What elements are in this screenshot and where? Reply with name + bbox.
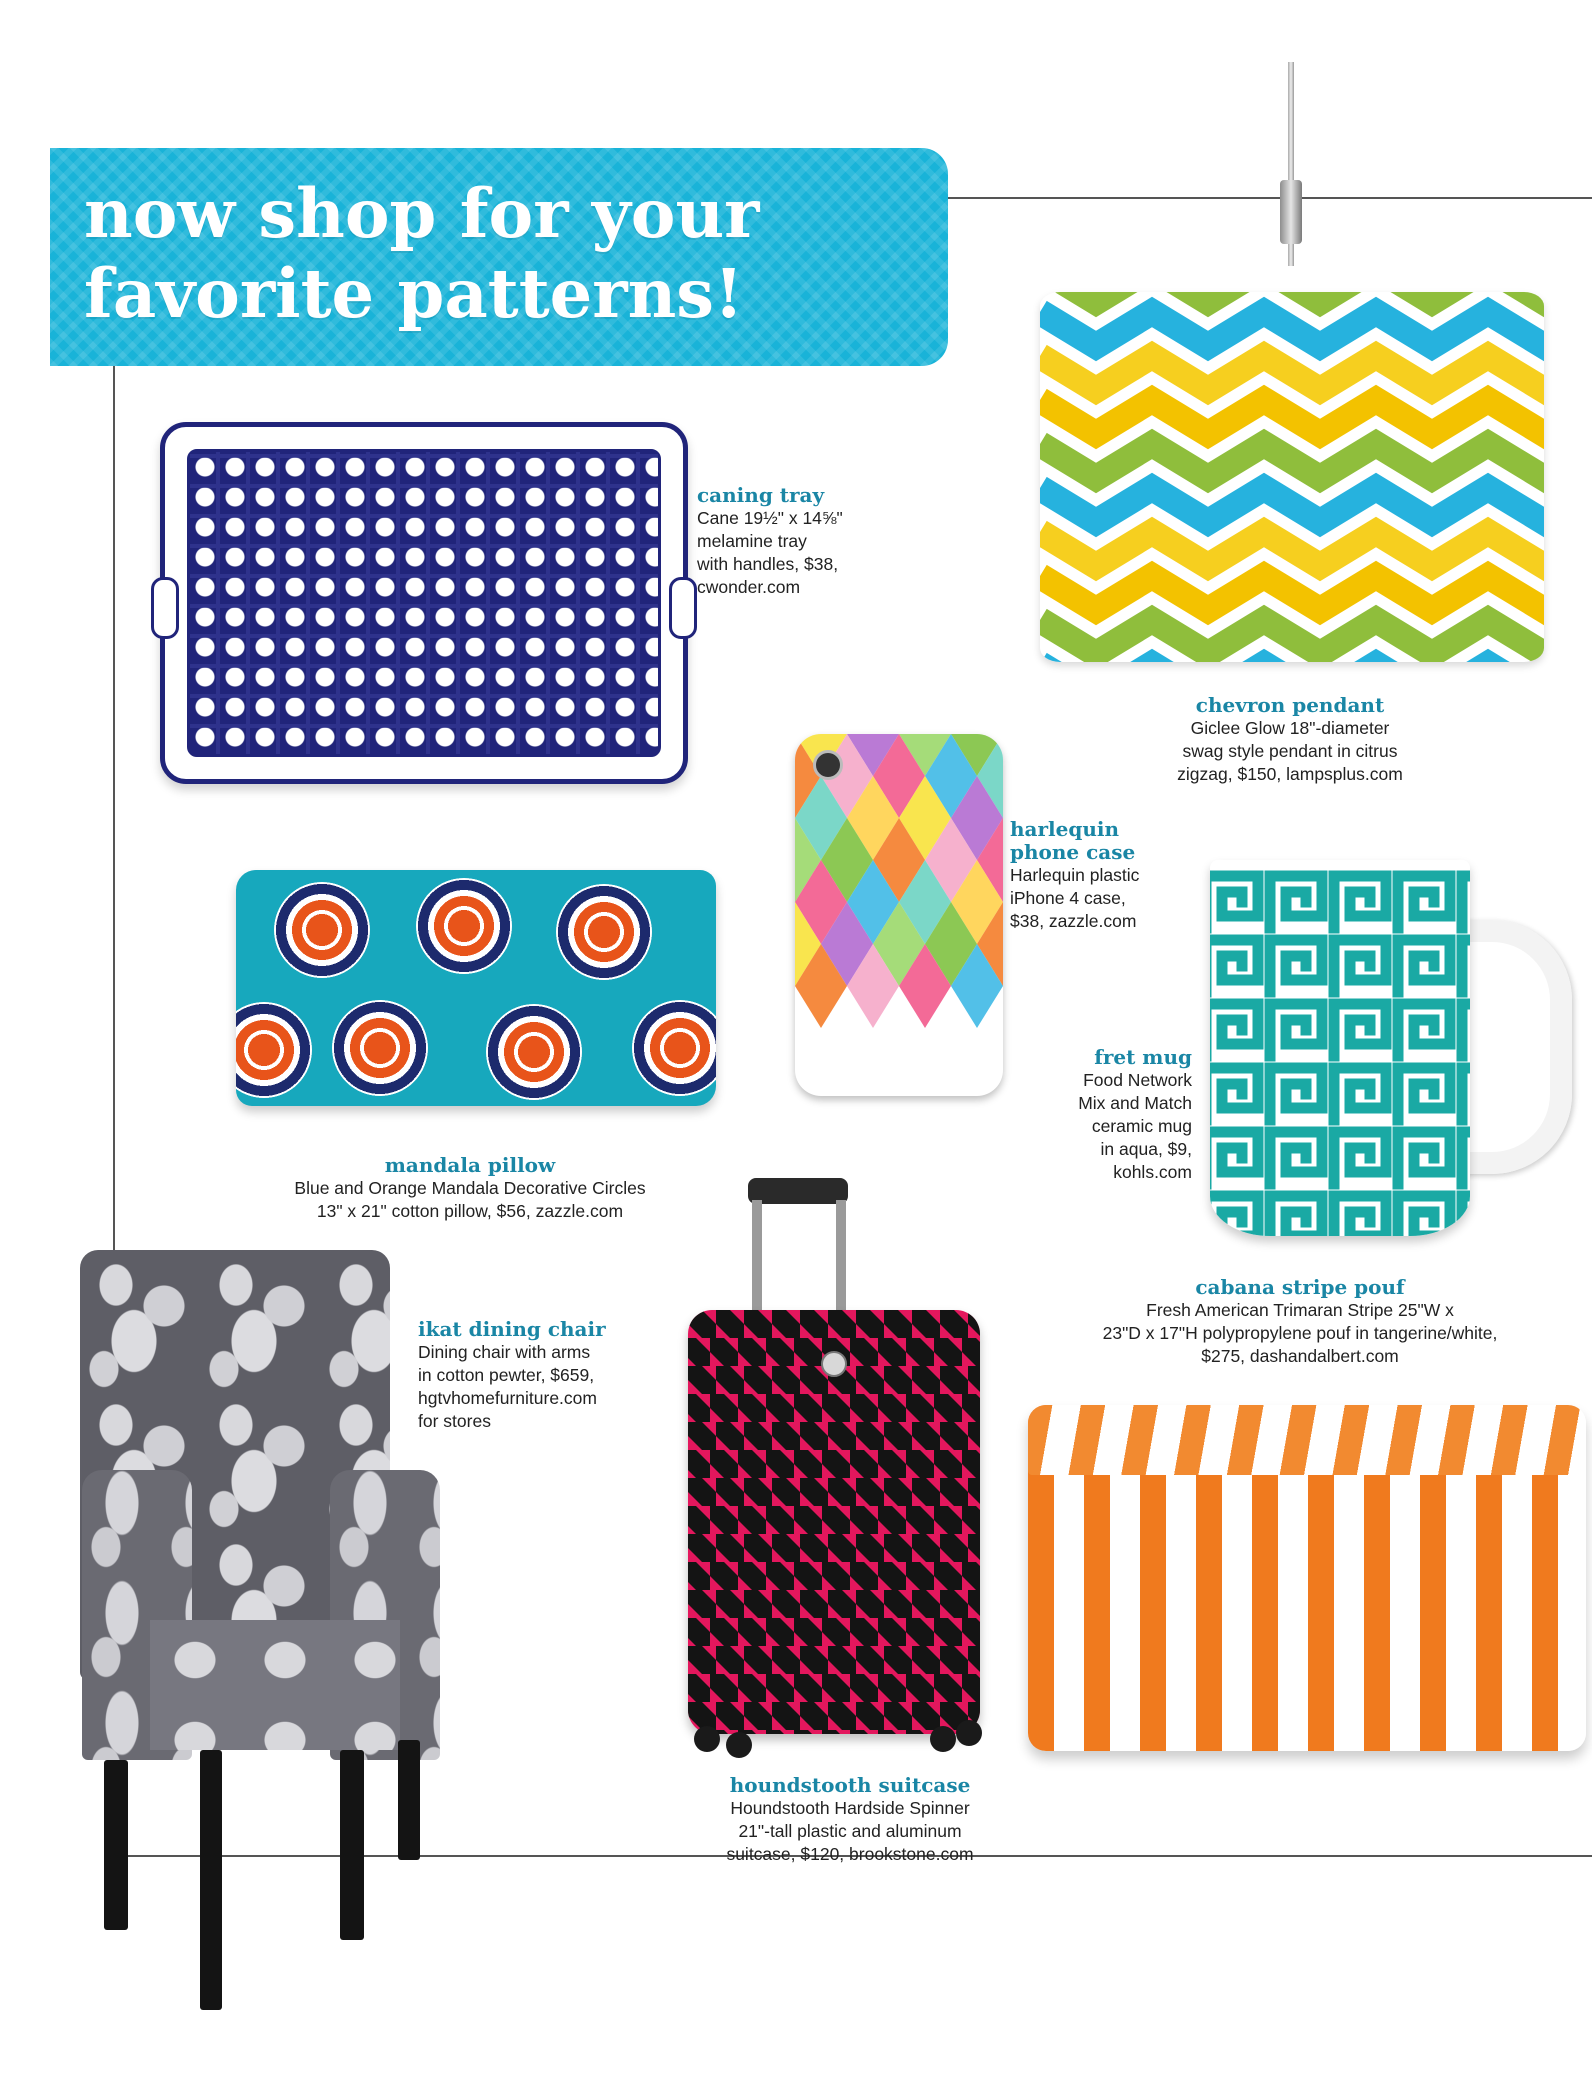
suitcase-wheel xyxy=(726,1732,752,1758)
suitcase-handle-rod xyxy=(752,1200,762,1312)
chevron-stripe xyxy=(1040,356,1544,390)
ikat-chair-caption xyxy=(418,1318,698,1433)
tray-handle-left xyxy=(151,577,179,639)
suitcase-logo-badge xyxy=(822,1352,846,1376)
chevron-stripe xyxy=(1040,620,1544,654)
suitcase-wheel xyxy=(956,1720,982,1746)
tray-cane-pattern xyxy=(187,449,661,757)
suitcase-wheel xyxy=(930,1726,956,1752)
suitcase-handle-rod xyxy=(836,1200,846,1312)
fret-mug-image xyxy=(1210,860,1470,1236)
mandala-medallion xyxy=(556,884,652,980)
chevron-stripe xyxy=(1040,400,1544,434)
mandala-pillow-image xyxy=(236,870,716,1106)
mandala-pillow-title: mandala pillow xyxy=(384,1153,556,1177)
mandala-medallion xyxy=(486,1004,582,1100)
ikat-chair-title: ikat dining chair xyxy=(418,1317,606,1341)
mandala-medallion xyxy=(332,1000,428,1096)
chevron-stripe xyxy=(1040,444,1544,478)
houndstooth-suitcase-title: houndstooth suitcase xyxy=(729,1773,971,1797)
chair-leg xyxy=(200,1750,222,2010)
fret-mug-desc: Food Network Mix and Match ceramic mug in aqua, $9, kohls.com xyxy=(1078,1070,1192,1182)
chevron-stripe xyxy=(1040,292,1544,302)
chevron-stripe xyxy=(1040,576,1544,610)
chevron-pendant-desc: Giclee Glow 18"-diameter swag style pendant in citrus zigzag, $150, lampsplus.com xyxy=(1177,718,1403,784)
caning-tray-caption xyxy=(697,484,997,599)
phone-camera-hole xyxy=(813,750,843,780)
ikat-chair-desc: Dining chair with arms in cotton pewter, $659, hgtvhomefurniture.com for stores xyxy=(418,1342,597,1431)
greek-key-pattern xyxy=(1210,860,1470,1236)
cabana-pouf-title: cabana stripe pouf xyxy=(1195,1275,1405,1299)
cabana-pouf-caption xyxy=(1020,1276,1580,1368)
ikat-chair-seat xyxy=(150,1620,400,1750)
chevron-pendant-image xyxy=(1040,292,1544,662)
cabana-pouf-desc: Fresh American Trimaran Stripe 25"W x 23"D x 17"H polypropylene pouf in tangerine/white, $275, dashandalbert.com xyxy=(1102,1300,1498,1366)
houndstooth-suitcase-desc: Houndstooth Hardside Spinner 21"-tall plastic and aluminum suitcase, $120, brookstone.com xyxy=(726,1798,974,1864)
frame-top-rule xyxy=(948,197,1592,199)
caning-tray-desc: Cane 19½" x 14⅝" melamine tray with handles, $38, cwonder.com xyxy=(697,508,843,597)
headline-line-1: now shop for your xyxy=(84,174,760,253)
harlequin-pattern xyxy=(795,734,1003,1096)
houndstooth-suitcase-image xyxy=(688,1310,980,1734)
tray-handle-right xyxy=(669,577,697,639)
chevron-pendant-caption xyxy=(1110,694,1470,786)
houndstooth-pattern xyxy=(688,1310,980,1734)
houndstooth-suitcase-caption xyxy=(680,1774,1020,1866)
suitcase-wheel xyxy=(694,1726,720,1752)
caning-tray-title: caning tray xyxy=(697,483,825,507)
pendant-cord-cap xyxy=(1280,180,1302,244)
chair-leg xyxy=(104,1760,128,1930)
chevron-pattern xyxy=(1040,292,1544,662)
cabana-pouf-top xyxy=(1028,1405,1586,1475)
caning-tray-image xyxy=(160,422,688,784)
mandala-medallion xyxy=(274,882,370,978)
chevron-stripe xyxy=(1040,488,1544,522)
headline-line-2: favorite patterns! xyxy=(84,254,744,333)
fret-mug-title: fret mug xyxy=(1094,1045,1192,1069)
page-headline xyxy=(84,174,938,334)
mandala-medallion xyxy=(236,1002,312,1098)
chair-leg xyxy=(340,1750,364,1940)
suitcase-handle-grip xyxy=(748,1178,848,1204)
chair-leg xyxy=(398,1740,420,1860)
chevron-pendant-title: chevron pendant xyxy=(1195,693,1385,717)
mandala-pillow-caption xyxy=(230,1154,710,1223)
harlequin-case-title: harlequin phone case xyxy=(1010,817,1136,864)
mandala-medallion xyxy=(632,1000,716,1096)
mandala-pillow-desc: Blue and Orange Mandala Decorative Circles 13" x 21" cotton pillow, $56, zazzle.com xyxy=(294,1178,646,1221)
harlequin-phone-case-image xyxy=(795,734,1003,1096)
fret-mug-caption xyxy=(1000,1046,1192,1184)
headline-banner xyxy=(50,148,948,366)
harlequin-case-caption xyxy=(1010,818,1210,933)
chevron-stripe xyxy=(1040,532,1544,566)
chevron-stripe xyxy=(1040,312,1544,346)
harlequin-case-desc: Harlequin plastic iPhone 4 case, $38, zazzle.com xyxy=(1010,865,1140,931)
mandala-medallion xyxy=(416,878,512,974)
